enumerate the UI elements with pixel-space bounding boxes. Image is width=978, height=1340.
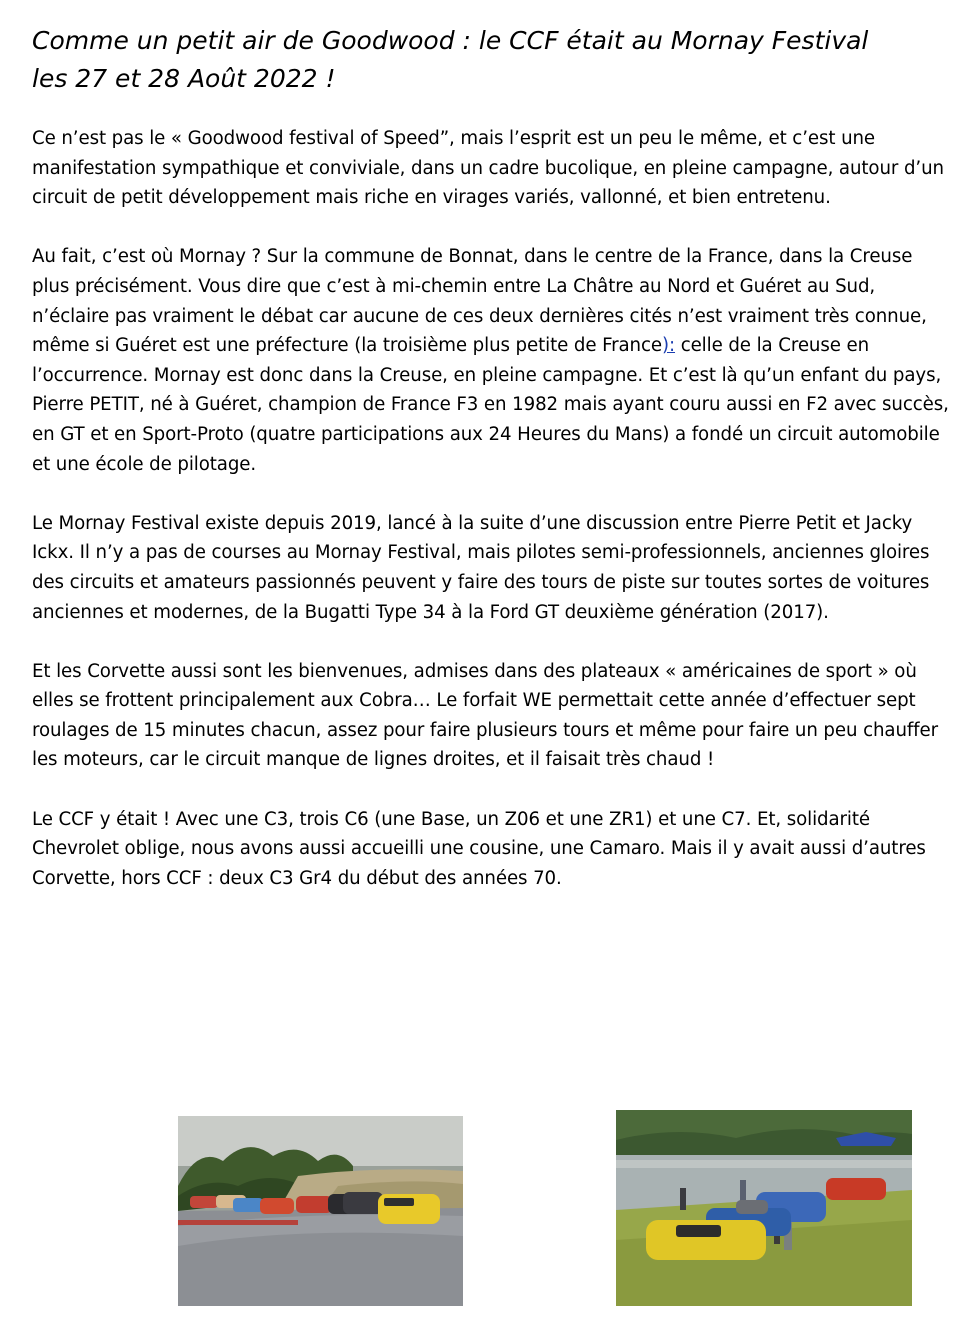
paragraph-3: Le Mornay Festival existe depuis 2019, lancé à la suite d’une discussion entre Pierre Petit et Jacky Ickx. Il n’y a pas de courses au Mornay Festival, mais pilotes semi-professionnels, anciennes gloires des circuits et amateurs passionnés peuvent y faire des tours de piste sur toutes sortes de voitures anciennes et modernes, de la Bugatti Type 34 à la Ford GT deuxième génération (2017). (32, 512, 930, 623)
title-line-1: Comme un petit air de Goodwood : le CCF était au Mornay Festival (32, 26, 869, 55)
paragraph-2-text-b: celle de la Creuse en l’occurrence. Mornay est donc dans la Creuse, en pleine campagne. Et c’est là qu’un enfant du pays, Pierre PETIT, né à Guéret, champion de France F3 en 1982 mais ayant couru aussi en F2 avec succès, en GT et en Sport-Proto (quatre participations aux 24 Heures du Mans) a fondé un circuit automobile et une école de pilotage. (32, 335, 949, 475)
paragraph-2 (32, 242, 952, 479)
paragraph-4: Et les Corvette aussi sont les bienvenues, admises dans des plateaux « américaines de sport » où elles se frottent principalement aux Cobra… Le forfait WE permettait cette année d’effectuer sept roulages de 15 minutes chacun, assez pour faire plusieurs tours et même pour faire un peu chauffer les moteurs, car le circuit manque de lignes droites, et il faisait très chaud ! (32, 660, 938, 771)
paragraph-1: Ce n’est pas le « Goodwood festival of Speed”, mais l’esprit est un peu le même, et c’est une manifestation sympathique et conviviale, dans un cadre bucolique, en pleine campagne, autour d’un circuit de petit développement mais riche en virages variés, vallonné, et bien entretenu. (32, 128, 944, 209)
photo-paddock-people-image (616, 1110, 912, 1306)
article-title (32, 22, 952, 98)
paragraph-5: Le CCF y était ! Avec une C3, trois C6 (une Base, un Z06 et une ZR1) et une C7. Et, solidarité Chevrolet oblige, nous avons aussi accueilli une cousine, une Camaro. Mais il y avait aussi d’autres Corvette, hors CCF : deux C3 Gr4 du début des années 70. (32, 808, 926, 889)
photo-paddock-people (616, 1110, 912, 1306)
hyperlink[interactable]: ): (661, 335, 676, 357)
document-body (32, 22, 952, 923)
photo-corvettes-lineup (178, 1116, 463, 1306)
photo-corvettes-lineup-image (178, 1116, 463, 1306)
paragraph-2-text-a: Au fait, c’est où Mornay ? Sur la commune de Bonnat, dans le centre de la France, dans la Creuse plus précisément. Vous dire que c’est à mi-chemin entre La Châtre au Nord et Guéret au Sud, n’éclaire pas vraiment le débat car aucune de ces deux dernières cités n’est vraiment très connue, même si Guéret est une préfecture (la troisième plus petite de France (32, 246, 927, 357)
title-line-2: les 27 et 28 Août 2022 ! (32, 64, 336, 93)
